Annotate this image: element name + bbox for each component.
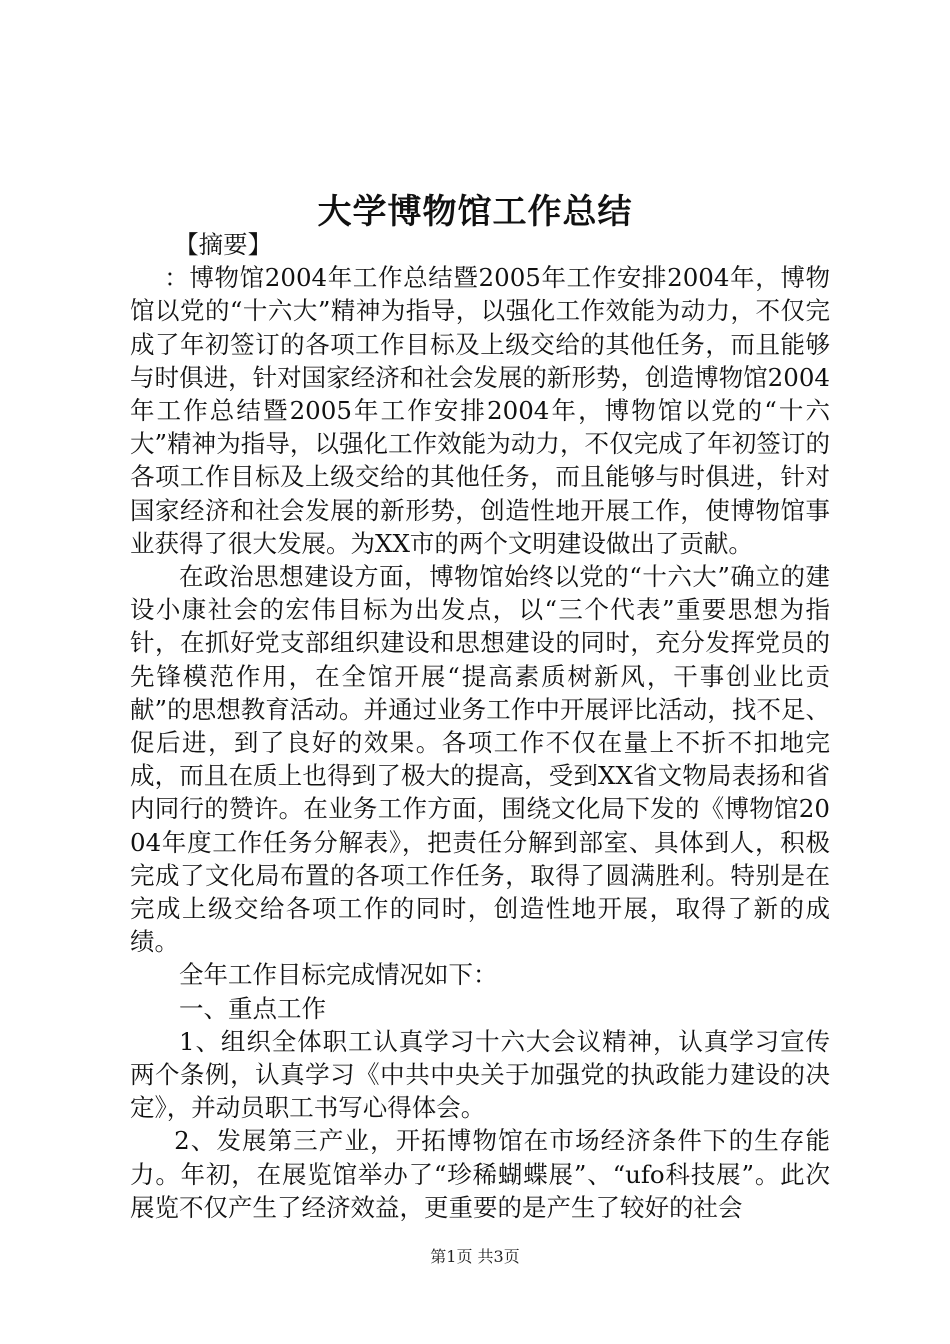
page-footer: 第1页 共3页 bbox=[430, 1247, 520, 1266]
abstract-paragraph: ：博物馆2004年工作总结暨2005年工作安排2004年，博物馆以党的“十六大”精神为指导，以强化工作效能为动力，不仅完成了年初签订的各项工作目标及上级交给的其他任务，而且能够与时俱进，针对国家经济和社会发展的新形势，创造博物馆2004年工作总结暨2005年工作安排2004年，博物馆以党的“十六大”精神为指导，以强化工作效能为动力，不仅完成了年初签订的各项工作目标及上级交给的其他任务，而且能够与时俱进，针对国家经济和社会发展的新形势，创造性地开展工作，使博物馆事业获得了很大发展。为XX市的两个文明建设做出了贡献。 bbox=[130, 263, 830, 558]
list-item-1: 1、组织全体职工认真学习十六大会议精神，认真学习宣传两个条例，认真学习《中共中央关于加强党的执政能力建设的决定》，并动员职工书写心得体会。 bbox=[130, 1026, 830, 1123]
document-title: 大学博物馆工作总结 bbox=[317, 192, 633, 232]
document-body bbox=[130, 228, 830, 1224]
section-heading-key-work: 一、重点工作 bbox=[179, 993, 326, 1023]
paragraph-political-work: 在政治思想建设方面，博物馆始终以党的“十六大”确立的建设小康社会的宏伟目标为出发点，以“三个代表”重要思想为指针，在抓好党支部组织建设和思想建设的同时，充分发挥党员的先锋模范作用，在全馆开展“提高素质树新风，干事创业比贡献”的思想教育活动。并通过业务工作中开展评比活动，找不足、促后进，到了良好的效果。各项工作不仅在量上不折不扣地完成，而且在质上也得到了极大的提高，受到XX省文物局表扬和省内同行的赞许。在业务工作方面，围绕文化局下发的《博物馆2004年度工作任务分解表》，把责任分解到部室、具体到人，积极完成了文化局布置的各项工作任务，取得了圆满胜利。特别是在完成上级交给各项工作的同时，创造性地开展，取得了新的成绩。 bbox=[130, 562, 830, 957]
list-item-2: 2、发展第三产业，开拓博物馆在市场经济条件下的生存能力。年初，在展览馆举办了“珍稀蝴蝶展”、“ufo科技展”。此次展览不仅产生了经济效益，更重要的是产生了较好的社会 bbox=[130, 1126, 830, 1222]
paragraph-goals-intro: 全年工作目标完成情况如下： bbox=[179, 960, 498, 990]
abstract-label: 【摘要】 bbox=[174, 230, 273, 259]
